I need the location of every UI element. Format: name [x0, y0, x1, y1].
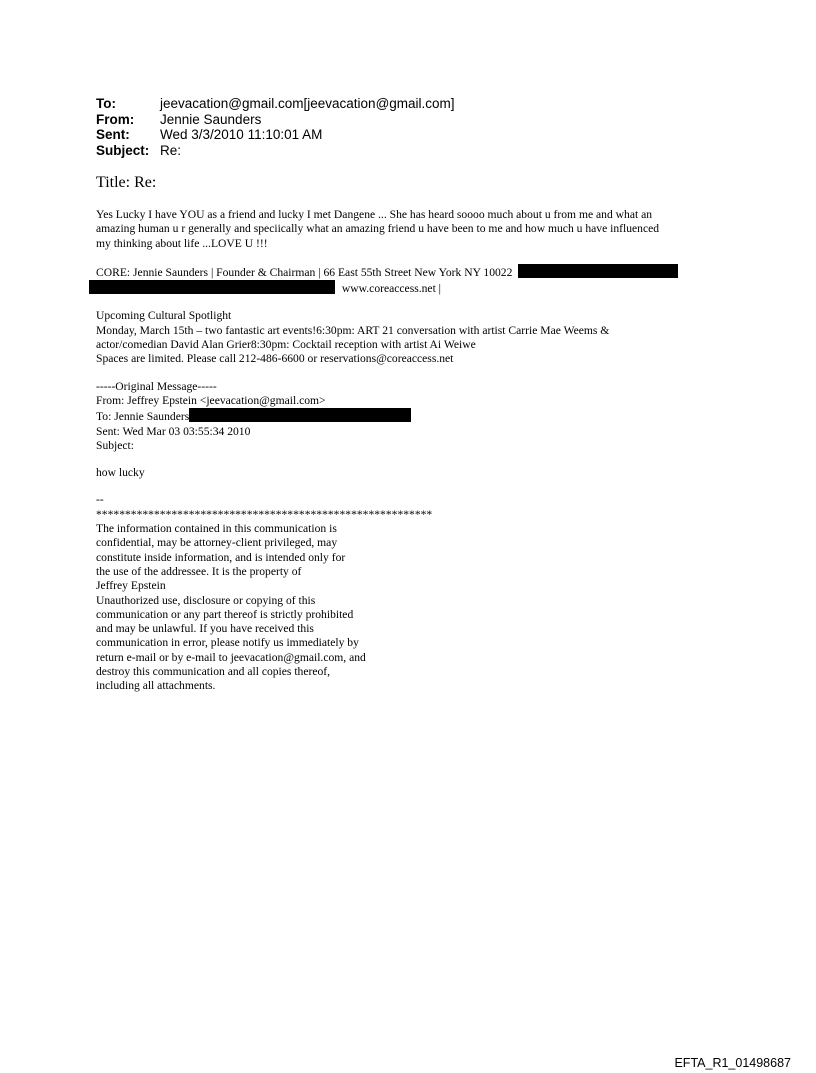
disclaimer-line: communication in error, please notify us immediately by [96, 636, 359, 650]
to-label: To: [96, 96, 116, 111]
disclaimer-line: confidential, may be attorney-client privileged, may [96, 536, 338, 550]
disclaimer-line: Jeffrey Epstein [96, 579, 166, 593]
original-from: From: Jeffrey Epstein <jeevacation@gmail.com> [96, 393, 326, 407]
original-separator: -----Original Message----- [96, 379, 217, 393]
document-id-footer: EFTA_R1_01498687 [674, 1056, 791, 1070]
spacer [96, 251, 736, 264]
header-sent-row [96, 127, 455, 143]
email-body [96, 208, 736, 694]
disclaimer-line: Unauthorized use, disclosure or copying of this [96, 593, 316, 607]
original-subject: Subject: [96, 438, 134, 452]
spacer [96, 453, 736, 466]
header-to-row [96, 96, 455, 112]
sent-label: Sent: [96, 127, 130, 142]
disclaimer-dashes: -- [96, 493, 104, 507]
spotlight-line: actor/comedian David Alan Grier8:30pm: Cocktail reception with artist Ai Weiwe [96, 338, 476, 352]
disclaimer-line: the use of the addressee. It is the property of [96, 564, 302, 578]
disclaimer-line: and may be unlawful. If you have received this [96, 622, 314, 636]
from-value: Jennie Saunders [160, 111, 262, 127]
from-label: From: [96, 111, 135, 127]
email-header [96, 96, 455, 158]
message-line: amazing human u r generally and speciically what an amazing friend u have been to me and how much u have influenced [96, 222, 660, 236]
spacer [96, 296, 736, 309]
disclaimer-line: communication or any part thereof is strictly prohibited [96, 607, 354, 621]
subject-value: Re: [160, 142, 182, 158]
original-body: how lucky [96, 466, 145, 480]
signature-website: www.coreaccess.net | [341, 282, 442, 296]
spotlight-line: Spaces are limited. Please call 212-486-6600 or reservations@coreaccess.net [96, 352, 454, 366]
subject-label: Subject: [96, 142, 150, 158]
redaction-block [518, 264, 678, 278]
redaction-block [189, 408, 411, 422]
signature-text: CORE: Jennie Saunders | Founder & Chairman | 66 East 55th Street New York NY 10022 [96, 265, 513, 279]
disclaimer-line: constitute inside information, and is intended only for [96, 550, 346, 564]
sent-value: Wed 3/3/2010 11:10:01 AM [160, 127, 323, 142]
disclaimer-line: destroy this communication and all copies thereof, [96, 665, 331, 679]
disclaimer-line: The information contained in this communication is [96, 522, 337, 536]
header-subject-row [96, 143, 455, 159]
disclaimer-line: return e-mail or by e-mail to jeevacation@gmail.com, and [96, 650, 366, 664]
redaction-block [89, 280, 335, 294]
spacer [96, 480, 736, 493]
to-value: jeevacation@gmail.com[jeevacation@gmail.com] [160, 96, 455, 111]
message-line: Yes Lucky I have YOU as a friend and lucky I met Dangene ... She has heard soooo much about u from me and what an [96, 208, 653, 221]
disclaimer-line: including all attachments. [96, 679, 216, 693]
original-to: To: Jennie Saunders [96, 410, 190, 424]
original-to-line [96, 408, 736, 424]
spacer [96, 367, 736, 380]
signature-line-2 [89, 280, 729, 296]
original-sent: Sent: Wed Mar 03 03:55:34 2010 [96, 424, 251, 438]
header-from-row [96, 112, 455, 128]
disclaimer-stars: ********************************************************** [96, 507, 433, 521]
message-line: my thinking about life ...LOVE U !!! [96, 236, 268, 250]
signature-line [96, 264, 736, 280]
spotlight-line: Monday, March 15th – two fantastic art events!6:30pm: ART 21 conversation with artist Carrie Mae Weems & [96, 323, 610, 337]
document-title: Title: Re: [96, 174, 157, 191]
spotlight-heading: Upcoming Cultural Spotlight [96, 309, 232, 323]
